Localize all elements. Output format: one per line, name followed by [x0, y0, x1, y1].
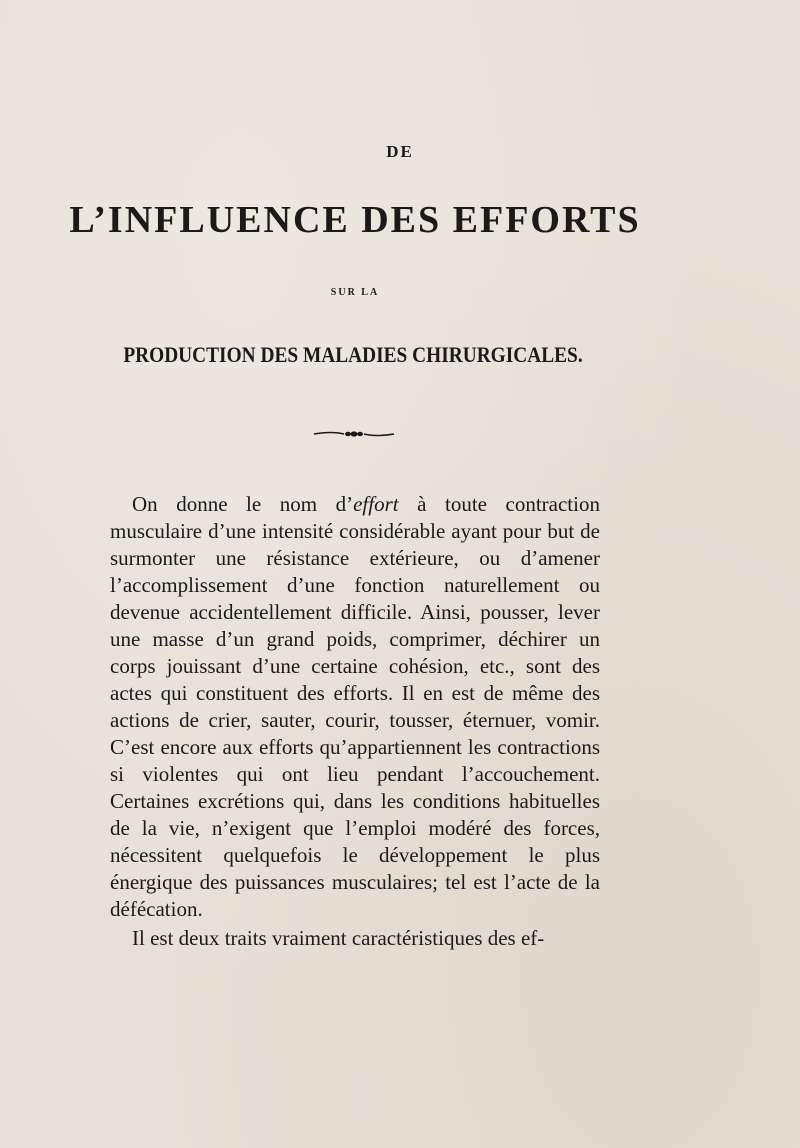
body-text [110, 491, 600, 952]
paragraph-1 [110, 491, 600, 923]
paragraph-2: Il est deux traits vraiment caractéristiques des ef- [132, 926, 545, 950]
flourish-divider-icon [312, 428, 396, 440]
emphasized-term: effort [353, 492, 399, 516]
page-title: L’INFLUENCE DES EFFORTS [69, 199, 641, 241]
paragraph-1-rest: à toute contraction musculaire d’une intensité considérable ayant pour but de surmonter une résistance extérieure, ou d’amener l’accomplissement d’une fonction naturellement ou devenue accidentellement difficile. Ainsi, pousser, lever une masse d’un grand poids, comprimer, déchirer un corps jouissant d’une certaine cohésion, etc., sont des actes qui constituent des efforts. Il en est de même des actions de crier, sauter, courir, tousser, éternuer, vomir. C’est encore aux efforts qu’appartiennent les contractions si violentes qui ont lieu pendant l’accouchement. Certaines excrétions qui, dans les conditions habituelles de la vie, n’exigent que l’emploi modéré des forces, nécessitent quelquefois le développement le plus énergique des puissances musculaires; tel est l’acte de la défécation. [110, 492, 600, 921]
paragraph-1-start: On donne le nom d’ [132, 492, 354, 516]
title-prefix: DE [386, 142, 414, 161]
page-subtitle: PRODUCTION DES MALADIES CHIRURGICALES. [123, 342, 583, 367]
title-connector: SUR LA [330, 287, 380, 298]
